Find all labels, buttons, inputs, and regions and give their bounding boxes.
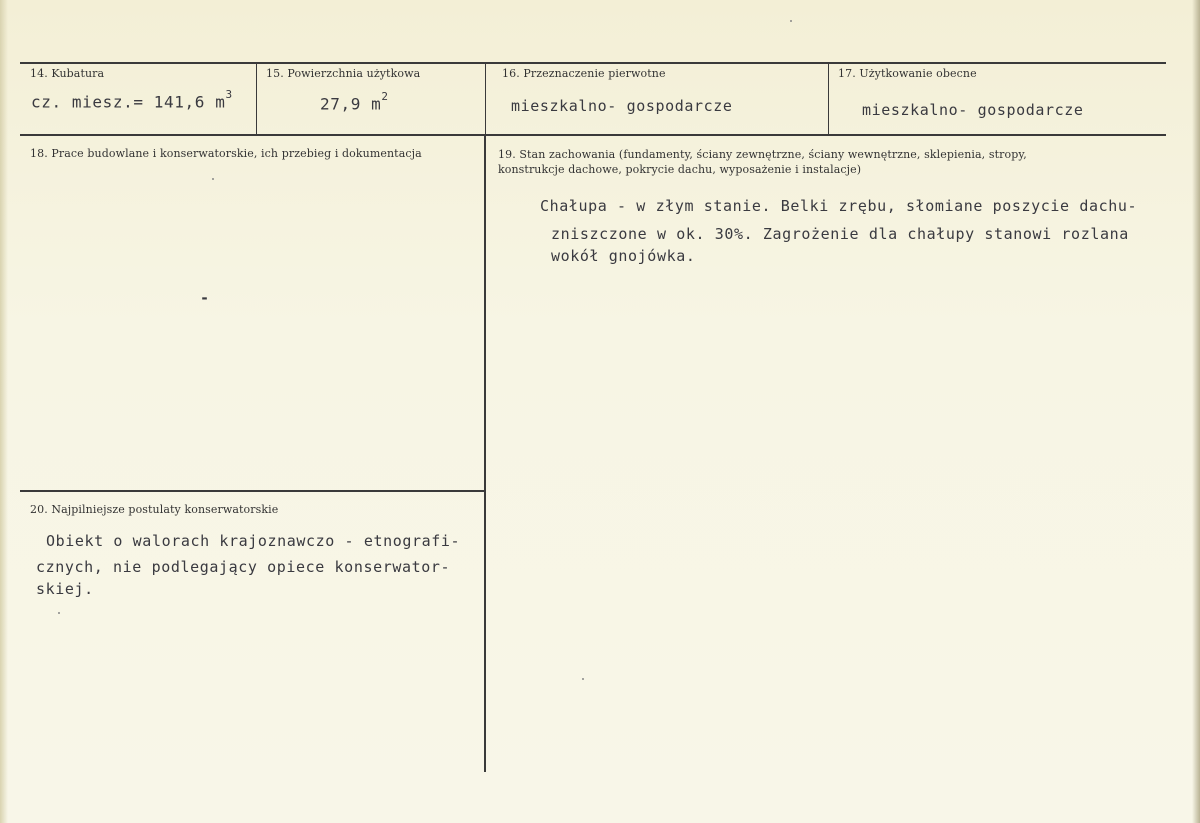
field-16-value: mieszkalno- gospodarcze xyxy=(511,97,733,115)
field-19-label-line-1: 19. Stan zachowania (fundamenty, ściany zewnętrzne, ściany wewnętrzne, sklepienia, stropy, xyxy=(498,148,1027,161)
field-14-value-text: cz. miesz.= 141,6 m xyxy=(31,92,226,112)
divider-15-16 xyxy=(485,62,486,135)
row1-bottom-line xyxy=(20,134,1166,136)
field-18-value: - xyxy=(200,289,210,307)
field-15-label: 15. Powierzchnia użytkowa xyxy=(266,67,421,80)
top-border-line xyxy=(20,62,1166,64)
field-15-value-text: 27,9 m xyxy=(320,94,382,114)
card-edge-left xyxy=(0,0,8,823)
paper-speck xyxy=(212,178,214,180)
field-20-text-line-2: cznych, nie podlegający opiece konserwator- xyxy=(36,558,451,576)
main-vertical-divider xyxy=(484,135,486,772)
field-19-text-line-2: zniszczone w ok. 30%. Zagrożenie dla chałupy stanowi rozlana xyxy=(551,225,1129,243)
field-17-label: 17. Użytkowanie obecne xyxy=(838,67,977,80)
field-17-value: mieszkalno- gospodarcze xyxy=(862,101,1084,119)
card-edge-right xyxy=(1192,0,1200,823)
divider-14-15 xyxy=(256,62,257,135)
field-20-label: 20. Najpilniejsze postulaty konserwatorskie xyxy=(30,503,279,516)
field-14-label: 14. Kubatura xyxy=(30,67,105,80)
paper-speck xyxy=(58,612,60,614)
paper-speck xyxy=(790,20,792,22)
field-18-label: 18. Prace budowlane i konserwatorskie, ich przebieg i dokumentacja xyxy=(30,147,422,160)
field-15-value xyxy=(320,90,389,114)
field-19-label-line-2: konstrukcje dachowe, pokrycie dachu, wyposażenie i instalacje) xyxy=(498,163,862,176)
field-15-unit-exponent: 2 xyxy=(381,90,389,103)
field-20-text-line-1: Obiekt o walorach krajoznawczo - etnografi- xyxy=(46,532,461,550)
field-16-label: 16. Przeznaczenie pierwotne xyxy=(502,67,666,80)
field-19-text-line-3: wokół gnojówka. xyxy=(551,247,696,265)
paper-speck xyxy=(582,678,584,680)
field-14-unit-exponent: 3 xyxy=(225,88,233,101)
field-14-value xyxy=(31,88,233,112)
divider-16-17 xyxy=(828,62,829,135)
section-18-20-divider xyxy=(20,490,484,492)
field-20-text-line-3: skiej. xyxy=(36,580,94,598)
field-19-text-line-1: Chałupa - w złym stanie. Belki zrębu, słomiane poszycie dachu- xyxy=(540,197,1138,215)
